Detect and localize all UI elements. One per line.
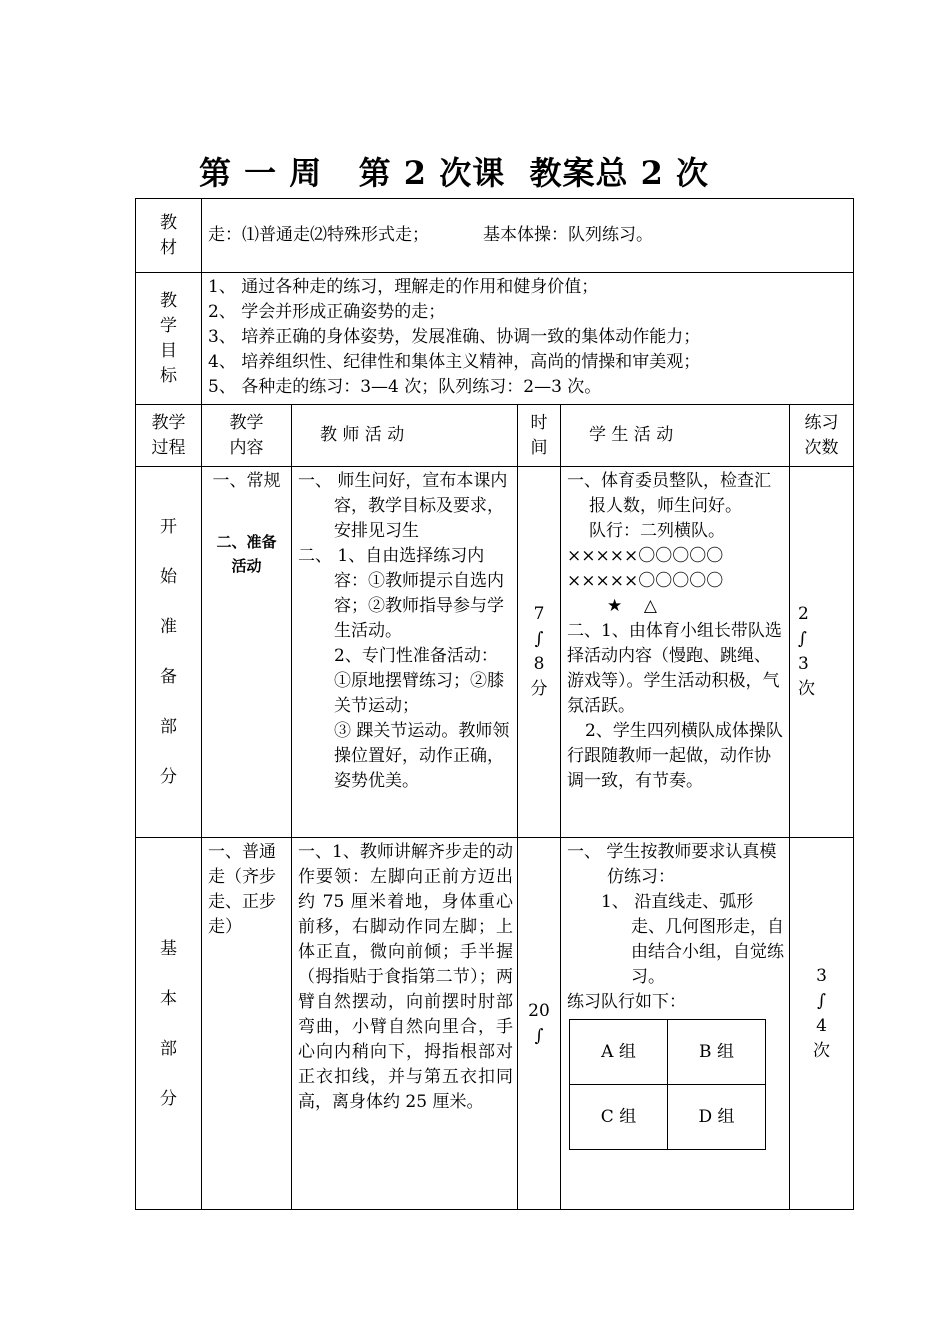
content-warmup: 二、准备 活动 bbox=[216, 533, 277, 575]
objectives-list bbox=[202, 273, 854, 405]
basic-student-activity: 一、 学生按教师要求认真模仿练习： 1、 沿直线走、弧形走、几何图形走，自由结合小组，自觉练习。 练习队行如下： A 组 B 组 C 组 D 组 bbox=[561, 838, 790, 1210]
header-student: 学 生 活 动 bbox=[561, 405, 790, 467]
group-b: B 组 bbox=[668, 1020, 766, 1085]
warmup-teacher-activity: 一、 师生问好，宣布本课内容，教学目标及要求，安排见习生 二、 1、自由选择练习内容：①教师提示自选内容；②教师指导参与学生活动。 2、专门性准备活动：①原地摆臂练习；②膝关节运动； ③ 踝关节运动。教师领操位置好，动作正确，姿势优美。 bbox=[292, 467, 518, 838]
page-title: 第 一 周 第 2 次课 教案总 2 次 bbox=[198, 154, 710, 192]
objectives-row bbox=[136, 273, 854, 405]
warmup-time: 7 ∫ 8 分 bbox=[518, 467, 561, 838]
group-d: D 组 bbox=[668, 1085, 766, 1150]
warmup-practice-count: 2 ∫ 3 次 bbox=[790, 467, 854, 838]
objective-item: 1、 通过各种走的练习，理解走的作用和健身价值； bbox=[208, 277, 599, 297]
material-label: 教 材 bbox=[136, 199, 202, 273]
basic-part-label: 基 本 部 分 bbox=[136, 838, 202, 1210]
basic-teacher-activity: 一、1、教师讲解齐步走的动作要领：左脚向正前方迈出约 75 厘米着地，身体重心前移，右脚动作同左脚；上体正直，微向前倾；手半握（拇指贴于食指第二节）；两臂自然摆动，向前摆时肘部弯曲，小臂自然向里合，手心向内稍向下，拇指根部对正衣扣线，并与第五衣扣同高，离身体约 25 厘米。 bbox=[292, 838, 518, 1210]
header-process: 教学 过程 bbox=[136, 405, 202, 467]
lesson-plan-table bbox=[135, 198, 854, 1210]
formation-row: ×××××〇〇〇〇〇 bbox=[567, 546, 724, 566]
header-practice: 练习 次数 bbox=[790, 405, 854, 467]
objective-item: 4、 培养组织性、纪律性和集体主义精神，高尚的情操和审美观； bbox=[208, 352, 701, 372]
header-time: 时 间 bbox=[518, 405, 561, 467]
objective-item: 5、 各种走的练习：3—4 次；队列练习：2—3 次。 bbox=[208, 377, 602, 397]
content-routine: 一、常规 bbox=[212, 471, 281, 491]
basic-content: 一、普通走（齐步走、正步走） bbox=[202, 838, 292, 1210]
objective-item: 2、 学会并形成正确姿势的走； bbox=[208, 302, 446, 322]
warmup-content bbox=[202, 467, 292, 838]
group-c: C 组 bbox=[570, 1085, 668, 1150]
header-content: 教学 内容 bbox=[202, 405, 292, 467]
objective-item: 3、 培养正确的身体姿势，发展准确、协调一致的集体动作能力； bbox=[208, 327, 701, 347]
warmup-part-label: 开 始 准 备 部 分 bbox=[136, 467, 202, 838]
warmup-student-activity: 一、体育委员整队，检查汇报人数，师生问好。 队行：二列横队。 ×××××〇〇〇〇〇 ×××××〇〇〇〇〇 ★ △ 二、1、由体育小组长带队选择活动内容（慢跑、跳绳、游戏等）。学生活动积极，气氛活跃。 2、学生四列横队成体操队行跟随教师一起做，动作协调一致，有节奏。 bbox=[561, 467, 790, 838]
basic-practice-count: 3 ∫ 4 次 bbox=[790, 838, 854, 1210]
formation-row: ×××××〇〇〇〇〇 bbox=[567, 571, 724, 591]
objectives-label: 教 学 目 标 bbox=[136, 273, 202, 405]
header-teacher: 教 师 活 动 bbox=[292, 405, 518, 467]
warmup-row bbox=[136, 467, 854, 838]
basic-time: 20 ∫ bbox=[518, 838, 561, 1210]
group-a: A 组 bbox=[570, 1020, 668, 1085]
basic-row bbox=[136, 838, 854, 1210]
header-row bbox=[136, 405, 854, 467]
material-content: 走：⑴普通走⑵特殊形式走； 基本体操：队列练习。 bbox=[202, 199, 854, 273]
formation-markers: ★ △ bbox=[607, 596, 657, 616]
material-row bbox=[136, 199, 854, 273]
group-grid bbox=[569, 1019, 766, 1150]
